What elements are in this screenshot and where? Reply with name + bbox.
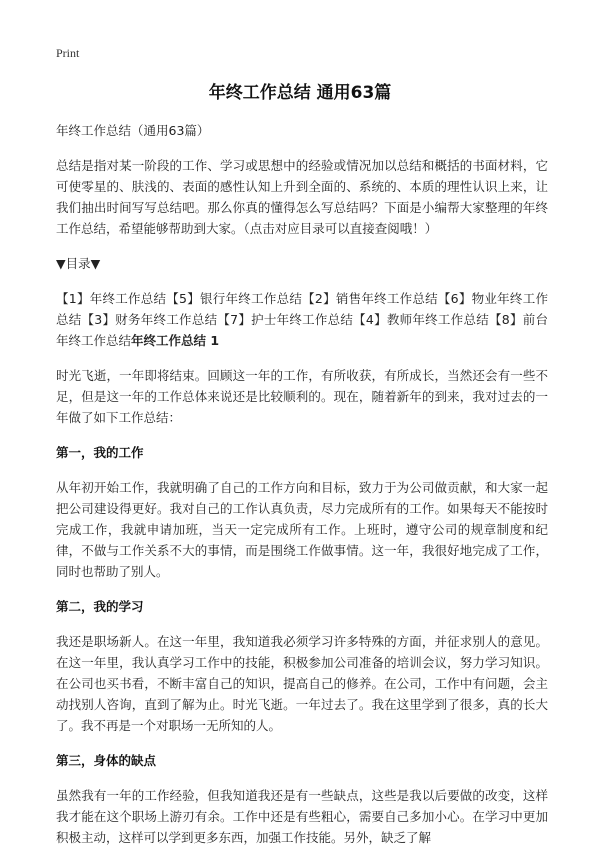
toc-item[interactable]: 【2】销售年终工作总结 [302, 291, 438, 306]
section-heading-study: 第二，我的学习 [56, 599, 144, 614]
toc-list [56, 288, 548, 351]
print-link[interactable]: Print [56, 46, 80, 60]
study-paragraph: 我还是职场新人。在这一年里，我知道我必须学习许多特殊的方面，并征求别人的意见。在这一年里，我认真学习工作中的技能，积极参加公司准备的培训会议，努力学习知识。在公司也买书看，不断丰富自己的知识，提高自己的修养。在公司，工作中有问题，会主动找别人咨询，直到了解为止。时光飞逝。一年过去了。我在这里学到了很多，真的长大了。我不再是一个对职场一无所知的人。 [56, 634, 548, 733]
shortcomings-paragraph: 虽然我有一年的工作经验，但我知道我还是有一些缺点，这些是我以后要做的改变，这样我才能在这个职场上游刃有余。工作中还是有些粗心，需要自己多加小心。在学习中更加积极主动，这样可以学到更多东西，加强工作技能。另外，缺乏了解 [56, 788, 548, 845]
toc-item[interactable]: 【8】前台年终工作总结 [56, 312, 548, 348]
section-heading-work: 第一，我的工作 [56, 445, 144, 460]
toc-item[interactable]: 【6】物业年终工作总结 [56, 291, 548, 327]
toc-heading: ▼目录▼ [56, 256, 101, 271]
work-paragraph: 从年初开始工作，我就明确了自己的工作方向和目标，致力于为公司做贡献，和大家一起把公司建设得更好。我对自己的工作认真负责，尽力完成所有的工作。如果每天不能按时完成工作，我就申请加班，当天一定完成所有工作。上班时，遵守公司的规章制度和纪律，不做与工作关系不大的事情，而是围绕工作做事情。这一年，我很好地完成了工作，同时也帮助了别人。 [56, 480, 548, 579]
opening-paragraph: 时光飞逝，一年即将结束。回顾这一年的工作，有所收获，有所成长，当然还会有一些不足，但是这一年的工作总体来说还是比较顺利的。现在，随着新年的到来，我对过去的一年做了如下工作总结： [56, 368, 548, 425]
toc-item[interactable]: 【4】教师年终工作总结 [353, 312, 489, 327]
toc-item[interactable]: 【7】护士年终工作总结 [217, 312, 354, 327]
toc-item[interactable]: 【3】财务年终工作总结 [81, 312, 218, 327]
article-body [56, 120, 548, 862]
toc-item[interactable]: 【1】年终工作总结 [56, 291, 167, 306]
intro-paragraph: 总结是指对某一阶段的工作、学习或思想中的经验或情况加以总结和概括的书面材料，它可使零星的、肤浅的、表面的感性认知上升到全面的、系统的、本质的理性认识上来，让我们抽出时间写写总结吧。那么你真的懂得怎么写总结吗？下面是小编帮大家整理的年终工作总结，希望能够帮助到大家。（点击对应目录可以直接查阅哦！） [56, 158, 548, 236]
toc-item[interactable]: 【5】银行年终工作总结 [166, 291, 303, 306]
page-title: 年终工作总结 通用63篇 [208, 83, 392, 103]
subtitle: 年终工作总结（通用63篇） [56, 123, 210, 138]
section-title: 年终工作总结 1 [131, 333, 220, 348]
section-heading-shortcomings: 第三，身体的缺点 [56, 753, 157, 768]
